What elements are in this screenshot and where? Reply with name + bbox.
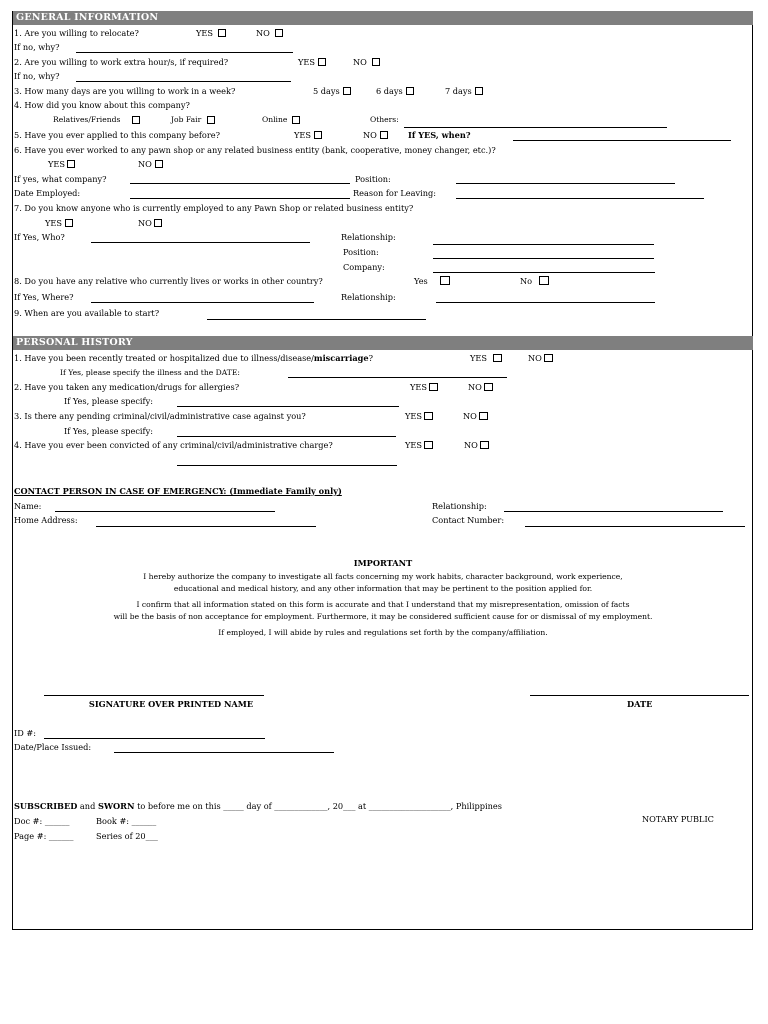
no-label: NO: [256, 28, 270, 38]
important-para2-line2: will be the basis of non acceptance for employment. Furthermore, it may be considered sufficient cause for or dismissal of my employment.: [113, 612, 653, 621]
allergies-specify-field[interactable]: [177, 406, 399, 407]
days-6-label: 6 days: [376, 86, 403, 96]
ph-q1-hospitalized: 1. Have you been recently treated or hospitalized due to illness/disease/miscarriage?: [14, 353, 373, 363]
who-relationship-field[interactable]: [433, 244, 654, 245]
important-para1-line1: I hereby authorize the company to investigate all facts concerning my work habits, character background, work experience,: [143, 572, 623, 581]
allergies-no-checkbox[interactable]: [484, 383, 493, 391]
contact-number-field[interactable]: [525, 526, 745, 527]
signature-date-field[interactable]: [530, 695, 749, 696]
source-others-field[interactable]: [404, 127, 667, 128]
notary-subscribed-line: SUBSCRIBED and SWORN to before me on this _____ day of _____________, 20___ at ____________________, Philippines: [14, 801, 502, 811]
convicted-yes-checkbox[interactable]: [424, 441, 433, 449]
important-title: IMPORTANT: [353, 558, 413, 568]
yes-label: YES: [410, 382, 427, 392]
abroad-relationship-field[interactable]: [436, 302, 655, 303]
pawn-exp-no-checkbox[interactable]: [155, 160, 163, 168]
no-label: NO: [464, 440, 478, 450]
emergency-name-field[interactable]: [55, 511, 275, 512]
emergency-contact-title: CONTACT PERSON IN CASE OF EMERGENCY: (Immediate Family only): [14, 486, 342, 496]
if-no-why-label: If no, why?: [14, 42, 60, 52]
who-company-field[interactable]: [433, 272, 655, 273]
id-label: ID #:: [14, 728, 37, 738]
date-employed-label: Date Employed:: [14, 188, 81, 198]
position-label: Position:: [343, 247, 379, 257]
reason-leaving-field[interactable]: [456, 198, 704, 199]
know-anyone-yes-checkbox[interactable]: [65, 219, 73, 227]
yes-label: Yes: [414, 276, 428, 286]
available-start-field[interactable]: [207, 319, 426, 320]
relationship-label: Relationship:: [341, 232, 396, 242]
no-label: NO: [138, 218, 152, 228]
contact-number-label: Contact Number:: [432, 515, 505, 525]
yes-label: YES: [196, 28, 213, 38]
source-jobfair-checkbox[interactable]: [207, 116, 215, 124]
q3-days-per-week: 3. How many days are you willing to work in a week?: [14, 86, 236, 96]
general-information-header: GENERAL INFORMATION: [13, 11, 753, 25]
important-para2-line1: I confirm that all information stated on this form is accurate and that I understand that my misrepresentation, omission of facts: [136, 600, 630, 609]
relationship-label: Relationship:: [341, 292, 396, 302]
pawn-company-field[interactable]: [130, 183, 350, 184]
days-5-label: 5 days: [313, 86, 340, 96]
important-para3: If employed, I will abide by rules and regulations set forth by the company/affiliation.: [218, 628, 548, 637]
days-7-checkbox[interactable]: [475, 87, 483, 95]
know-anyone-no-checkbox[interactable]: [154, 219, 162, 227]
pawn-exp-yes-checkbox[interactable]: [67, 160, 75, 168]
page-number: Page #: ______: [14, 831, 74, 841]
notary-public-label: NOTARY PUBLIC: [642, 814, 714, 824]
extra-hours-yes-checkbox[interactable]: [318, 58, 326, 66]
illness-specify-label: If Yes, please specify the illness and the DATE:: [60, 368, 240, 377]
position-label: Position:: [355, 174, 391, 184]
who-position-field[interactable]: [433, 258, 654, 259]
signature-field[interactable]: [44, 695, 264, 696]
extra-hours-no-checkbox[interactable]: [372, 58, 380, 66]
q9-available-start: 9. When are you available to start?: [14, 308, 160, 318]
series-year: Series of 20___: [96, 831, 158, 841]
emergency-relationship-field[interactable]: [504, 511, 723, 512]
relative-abroad-yes-checkbox[interactable]: [440, 276, 450, 285]
date-employed-field[interactable]: [130, 198, 350, 199]
source-relatives-label: Relatives/Friends: [53, 115, 121, 124]
relative-abroad-no-checkbox[interactable]: [539, 276, 549, 285]
home-address-field[interactable]: [96, 526, 316, 527]
emergency-relationship-label: Relationship:: [432, 501, 487, 511]
company-label: Company:: [343, 262, 385, 272]
convicted-specify-field[interactable]: [177, 465, 397, 466]
days-5-checkbox[interactable]: [343, 87, 351, 95]
q8-relative-abroad: 8. Do you have any relative who currently lives or works in other country?: [14, 276, 323, 286]
if-yes-who-label: If Yes, Who?: [14, 232, 65, 242]
allergies-yes-checkbox[interactable]: [429, 383, 438, 391]
no-label: NO: [463, 411, 477, 421]
no-label: NO: [528, 353, 542, 363]
q2-extra-hours: 2. Are you willing to work extra hour/s, if required?: [14, 57, 229, 67]
days-7-label: 7 days: [445, 86, 472, 96]
relocate-why-field[interactable]: [76, 52, 293, 53]
convicted-no-checkbox[interactable]: [480, 441, 489, 449]
q7-know-anyone: 7. Do you know anyone who is currently employed to any Pawn Shop or related business entity?: [14, 203, 414, 213]
yes-label: YES: [298, 57, 315, 67]
yes-label: YES: [405, 440, 422, 450]
applied-when-field[interactable]: [513, 140, 731, 141]
yes-label: YES: [294, 130, 311, 140]
no-label: No: [520, 276, 533, 286]
yes-label: YES: [48, 159, 65, 169]
q5-applied-before: 5. Have you ever applied to this company before?: [14, 130, 220, 140]
yes-label: YES: [470, 353, 487, 363]
doc-number: Doc #: ______: [14, 816, 70, 826]
no-label: NO: [363, 130, 377, 140]
where-field[interactable]: [91, 302, 314, 303]
date-place-issued-field[interactable]: [114, 752, 334, 753]
pawn-position-field[interactable]: [456, 183, 675, 184]
no-label: NO: [138, 159, 152, 169]
home-address-label: Home Address:: [14, 515, 78, 525]
q6-pawn-shop-experience: 6. Have you ever worked to any pawn shop or any related business entity (bank, cooperative, money changer, etc.)?: [14, 145, 496, 155]
pending-specify-field[interactable]: [177, 436, 396, 437]
emergency-name-label: Name:: [14, 501, 42, 511]
hospitalized-yes-checkbox[interactable]: [493, 354, 502, 362]
relocate-yes-checkbox[interactable]: [218, 29, 226, 37]
applied-yes-checkbox[interactable]: [314, 131, 322, 139]
book-number: Book #: ______: [96, 816, 157, 826]
yes-label: YES: [405, 411, 422, 421]
illness-specify-field[interactable]: [288, 377, 507, 378]
date-place-issued-label: Date/Place Issued:: [14, 742, 92, 752]
if-yes-company-label: If yes, what company?: [14, 174, 107, 184]
no-label: NO: [468, 382, 482, 392]
source-relatives-checkbox[interactable]: [132, 116, 140, 124]
ph-q2-allergies: 2. Have you taken any medication/drugs for allergies?: [14, 382, 240, 392]
source-online-label: Online: [262, 115, 288, 124]
signature-date-label: DATE: [627, 699, 653, 709]
ph-q3-pending-case: 3. Is there any pending criminal/civil/administrative case against you?: [14, 411, 306, 421]
if-yes-where-label: If Yes, Where?: [14, 292, 74, 302]
extra-hours-why-field[interactable]: [76, 81, 291, 82]
important-para1-line2: educational and medical history, and any other information that may be pertinent to the position applied for.: [173, 584, 593, 593]
id-field[interactable]: [44, 738, 265, 739]
if-no-why-label: If no, why?: [14, 71, 60, 81]
q4-source: 4. How did you know about this company?: [14, 100, 190, 110]
pending-case-no-checkbox[interactable]: [479, 412, 488, 420]
days-6-checkbox[interactable]: [406, 87, 414, 95]
hospitalized-no-checkbox[interactable]: [544, 354, 553, 362]
relocate-no-checkbox[interactable]: [275, 29, 283, 37]
q1-relocate: 1. Are you willing to relocate?: [14, 28, 139, 38]
ph-q4-convicted: 4. Have you ever been convicted of any criminal/civil/administrative charge?: [14, 440, 333, 450]
applied-no-checkbox[interactable]: [380, 131, 388, 139]
allergies-specify-label: If Yes, please specify:: [64, 396, 153, 406]
who-field[interactable]: [91, 242, 310, 243]
yes-label: YES: [45, 218, 62, 228]
signature-label: SIGNATURE OVER PRINTED NAME: [88, 699, 254, 709]
reason-leaving-label: Reason for Leaving:: [353, 188, 437, 198]
source-jobfair-label: Job Fair: [171, 115, 202, 124]
source-online-checkbox[interactable]: [292, 116, 300, 124]
pending-specify-label: If Yes, please specify:: [64, 426, 153, 436]
no-label: NO: [353, 57, 367, 67]
source-others-label: Others:: [370, 115, 399, 124]
if-yes-when-label: If YES, when?: [408, 130, 471, 140]
pending-case-yes-checkbox[interactable]: [424, 412, 433, 420]
personal-history-header: PERSONAL HISTORY: [13, 336, 753, 350]
